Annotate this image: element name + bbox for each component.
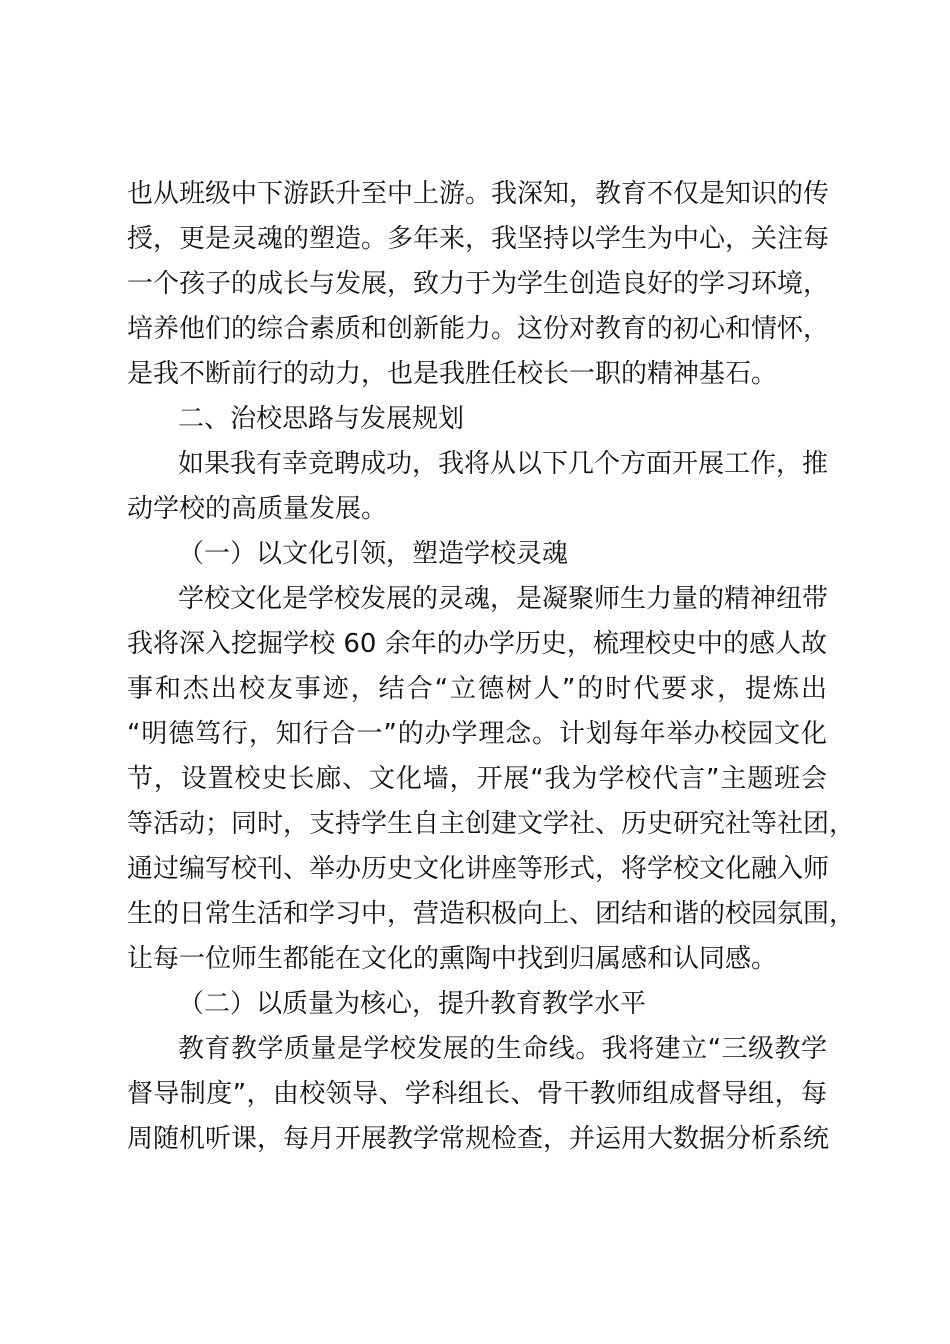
paragraph-line: 节，设置校史长廊、文化墙，开展“我为学校代言”主题班会 — [127, 764, 827, 794]
paragraph-line: 事和杰出校友事迹，结合“立德树人”的时代要求，提炼出 — [127, 674, 827, 704]
paragraph-line: 也从班级中下游跃升至中上游。我深知，教育不仅是知识的传 — [127, 179, 830, 209]
paragraph-line: 一个孩子的成长与发展，致力于为学生创造良好的学习环境， — [127, 269, 830, 299]
subsection-heading: （二）以质量为核心，提升教育教学水平 — [178, 989, 647, 1019]
paragraph-line: 我将深入挖掘学校 60 余年的办学历史，梳理校史中的感人故 — [127, 629, 827, 659]
paragraph-line: 学校文化是学校发展的灵魂，是凝聚师生力量的精神纽带 — [178, 584, 829, 614]
section-heading: 二、治校思路与发展规划 — [178, 404, 465, 434]
subsection-heading: （一）以文化引领，塑造学校灵魂 — [178, 539, 569, 569]
paragraph-line: 让每一位师生都能在文化的熏陶中找到归属感和认同感。 — [127, 944, 778, 974]
paragraph-line: 是我不断前行的动力，也是我胜任校长一职的精神基石。 — [127, 359, 778, 389]
paragraph-line: 生的日常生活和学习中，营造积极向上、团结和谐的校园氛围， — [127, 899, 856, 929]
paragraph-line: 督导制度”，由校领导、学科组长、骨干教师组成督导组，每 — [127, 1079, 827, 1109]
paragraph-line: 周随机听课，每月开展教学常规检查，并运用大数据分析系统 — [127, 1124, 830, 1154]
paragraph-line: 等活动；同时，支持学生自主创建文学社、历史研究社等社团， — [127, 809, 856, 839]
paragraph-line: “明德笃行，知行合一”的办学理念。计划每年举办校园文化 — [127, 719, 827, 749]
paragraph-line: 培养他们的综合素质和创新能力。这份对教育的初心和情怀， — [127, 314, 830, 344]
paragraph-line: 授，更是灵魂的塑造。多年来，我坚持以学生为中心，关注每 — [127, 224, 830, 254]
paragraph-line: 动学校的高质量发展。 — [127, 494, 388, 524]
paragraph-line: 通过编写校刊、举办历史文化讲座等形式，将学校文化融入师 — [127, 854, 830, 884]
paragraph-line: 如果我有幸竞聘成功，我将从以下几个方面开展工作，推 — [178, 449, 829, 479]
paragraph-line: 教育教学质量是学校发展的生命线。我将建立“三级教学 — [178, 1034, 827, 1064]
